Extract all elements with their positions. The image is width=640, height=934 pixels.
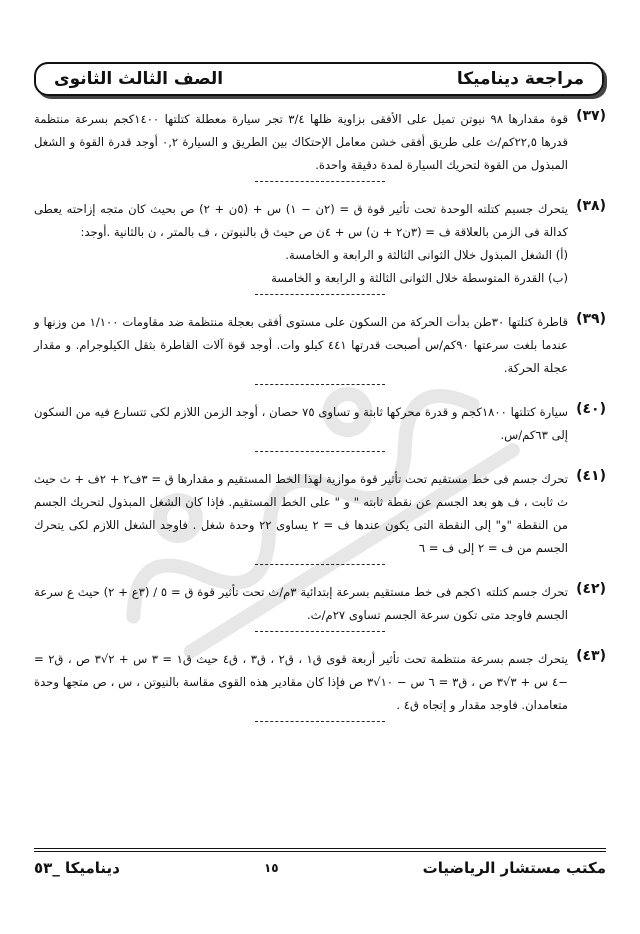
page-header xyxy=(34,62,604,96)
header-grade: الصف الثالث الثانوى xyxy=(54,69,224,89)
page-footer xyxy=(34,856,606,880)
problem-text: يتحرك جسيم كتلته الوحدة تحت تأثير قوة ق = (٢ن − ١) س + (٥ن + ٢) ص بحيث كان متجه إزاحته يعطى كدالة فى الزمن بالعلاقة ف = (٣ن٢ + ن) س + ٤ن ص حيث ق بالنيوتن ، ف بالمتر ، ن بالثانية .أوجد: xyxy=(34,202,568,239)
problem-text: قاطرة كتلتها ٣٠طن بدأت الحركة من السكون على مستوى أفقى بعجلة منتظمة ضد مقاومات ١/١٠٠ من وزنها و عندما بلغت سرعتها ٩٠كم/س أصبحت قدرتها ٤٤١ كيلو وات. أوجد قوة آلات القاطرة بثقل الكيلوجرام. و مقدار عجلة الحركة. xyxy=(34,315,568,375)
footer-office: مكتب مستشار الرياضيات xyxy=(422,859,606,877)
dashed-separator xyxy=(255,721,385,722)
problem-number: (٤١) xyxy=(576,468,606,484)
problem-text: تحرك جسم كتلته ١كجم فى خط مستقيم بسرعة إبتدائية ٣م/ث تحت تأثير قوة ق = ٥ / (٣ع + ٢) حيث ع سرعة الجسم فاوجد متى تكون سرعة الجسم تساوى ٢٧م/ث. xyxy=(34,585,568,622)
dashed-separator xyxy=(255,181,385,182)
problem-number: (٣٩) xyxy=(576,311,606,327)
problem-list xyxy=(34,108,606,738)
problem-text: يتحرك جسم بسرعة منتظمة تحت تأثير أربعة قوى ق١ ، ق٢ ، ق٣ ، ق٤ حيث ق١ = ٣ س + ٢√٣ ص ، ق٢ = −٤ س + ٣√٣ ص ، ق٣ = ٦ س − ١٠√٣ ص فإذا كان مقادير هذه القوى مقاسة بالنيوتن ، س ، ص متجها وحدة متعامدان. فاوجد مقدار و إتجاه ق٤ . xyxy=(34,652,569,712)
problem-40 xyxy=(34,401,606,447)
problem-number: (٣٧) xyxy=(576,108,606,124)
dashed-separator xyxy=(255,564,385,565)
footer-code: ديناميكا _٥٣ xyxy=(34,859,120,877)
problem-39 xyxy=(34,311,606,380)
problem-43 xyxy=(34,648,606,717)
dashed-separator xyxy=(255,631,385,632)
problem-option: (أ) الشغل المبذول خلال الثوانى الثالثة و الرابعة و الخامسة. xyxy=(285,248,568,262)
problem-number: (٤٠) xyxy=(576,401,606,417)
dashed-separator xyxy=(255,294,385,295)
problem-text: سيارة كتلتها ١٨٠٠كجم و قدرة محركها ثابتة و تساوى ٧٥ حصان ، أوجد الزمن اللازم لكى تتسارع فيه من السكون إلى ٦٣كم/س. xyxy=(34,405,568,442)
problem-42 xyxy=(34,581,606,627)
problem-number: (٤٢) xyxy=(576,581,606,597)
footer-rule xyxy=(34,848,606,852)
header-title: مراجعة ديناميكا xyxy=(456,69,584,89)
problem-text: قوة مقدارها ٩٨ نيوتن تميل على الأفقى بزاوية ظلها ٣/٤ تجر سيارة معطلة كتلتها ١٤٠٠كجم بسرعة منتظمة قدرها ٢٢,٥كم/ث على طريق أفقى خشن معامل الإحتكاك بين الطريق و السيارة ٠,٢ أوجد قدرة القوة و الشغل المبذول من القوة لتحريك السيارة لمدة دقيقة واحدة. xyxy=(34,112,568,172)
problem-38 xyxy=(34,198,606,290)
problem-41 xyxy=(34,468,606,560)
problem-text: تحرك جسم فى خط مستقيم تحت تأثير قوة موازية لهذا الخط المستقيم و مقدارها ق = ٣ف٢ + ٢ف + ث حيث ث ثابت ، ف هو بعد الجسم عن نقطة ثابته " و " على الخط المستقيم. فإذا كان الشغل المبذول لتحريك الجسم من النقطة "و" إلى النقطة التى يكون عندها ف = ٢ يساوى ٢٢ وحدة شغل . فاوجد الشغل اللازم لكى يتحرك الجسم من ف = ٢ إلى ف = ٦ xyxy=(34,472,568,555)
page-number: ١٥ xyxy=(263,861,279,875)
dashed-separator xyxy=(255,451,385,452)
page xyxy=(34,62,606,882)
problem-option: (ب) القدرة المتوسطة خلال الثوانى الثالثة و الرابعة و الخامسة xyxy=(271,271,568,285)
problem-37 xyxy=(34,108,606,177)
problem-number: (٤٣) xyxy=(576,648,606,664)
problem-number: (٣٨) xyxy=(576,198,606,214)
dashed-separator xyxy=(255,384,385,385)
